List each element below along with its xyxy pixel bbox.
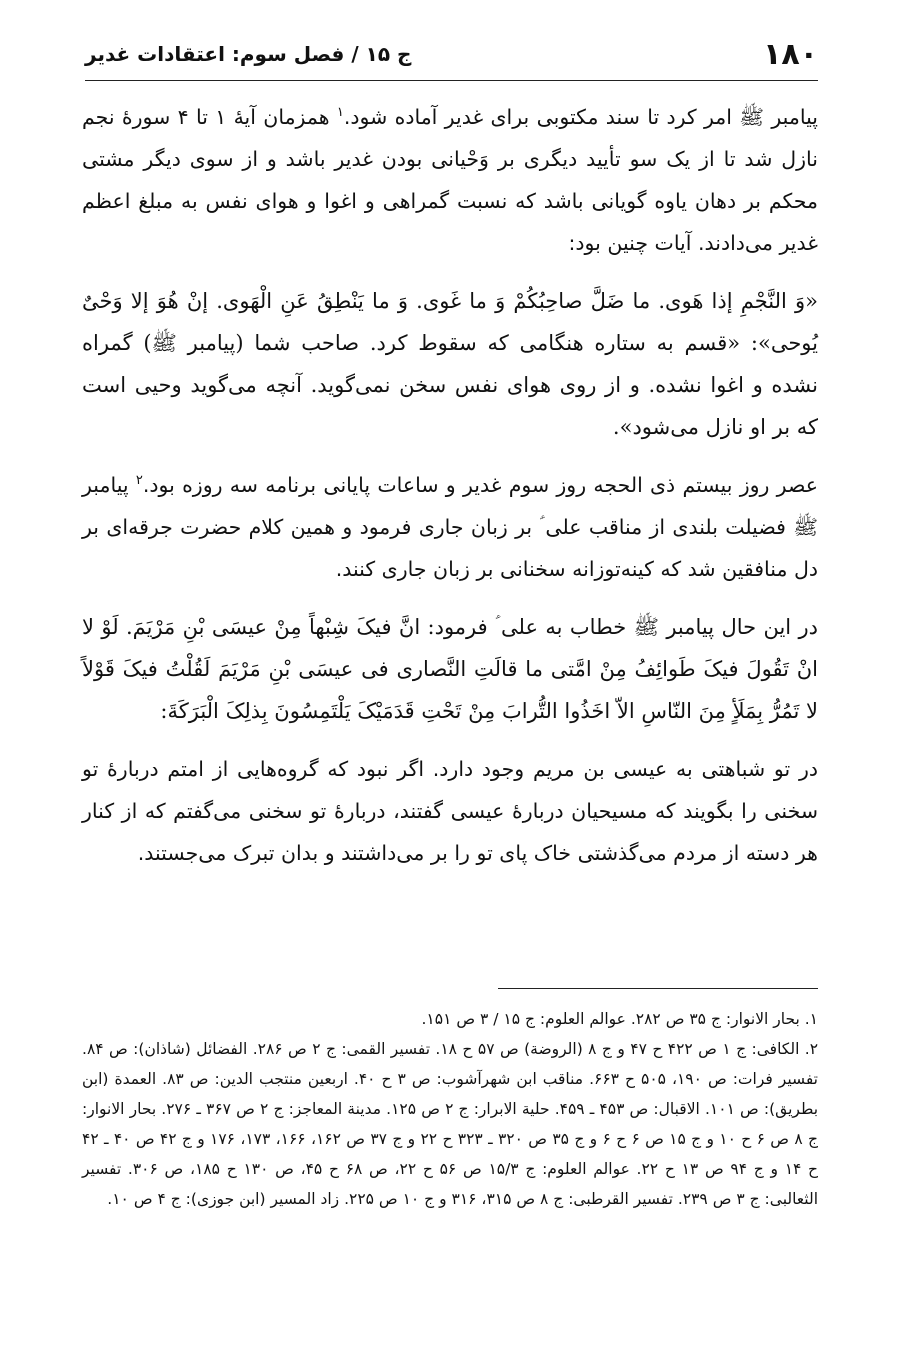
paragraph-3-text: عصر روز بیستم ذی الحجه روز سوم غدیر و ساعات پایانی برنامه سه روزه بود.	[142, 473, 818, 497]
running-title: ج ۱۵ / فصل سوم: اعتقادات غدیر	[85, 42, 412, 66]
paragraph-3	[82, 464, 818, 590]
footnote-divider	[498, 988, 818, 989]
footnote-1: ۱. بحار الانوار: ج ۳۵ ص ۲۸۲. عوالم العلوم: ج ۱۵ / ۳ ص ۱۵۱.	[421, 1010, 818, 1028]
paragraph-1-continued: همزمان آیهٔ ۱ تا ۴ سورهٔ نجم نازل شد تا از یک سو تأیید دیگری بر وَحْیانی بودن غدیر باشد و از سوی دیگر مشتی محکم بر دهان یاوه گویانی باشد که نسبت گمراهی و اغوا و هوای نفس به مبلغ اعظم غدیر می‌دادند. آیات چنین بود:	[82, 105, 818, 255]
page-number: ۱۸۰	[763, 36, 818, 72]
footnote-2: ۲. الکافی: ج ۱ ص ۴۲۲ ح ۴۷ و ج ۸ (الروضة) ص ۵۷ ح ۱۸. تفسیر القمی: ج ۲ ص ۲۸۶. الفضائل (شاذان): ص ۸۴. تفسیر فرات: ص ۱۹۰، ۵۰۵ ح ۶۶۳. مناقب ابن شهرآشوب: ص ۳ ح ۴۰. اربعین منتجب الدین: ص ۸۳. العمدة (ابن بطریق): ص ۱۰۱. الاقبال: ص ۴۵۳ ـ ۴۵۹. حلیة الابرار: ج ۲ ص ۱۲۵. مدینة المعاجز: ج ۲ ص ۳۶۷ ـ ۲۷۶. بحار الانوار: ج ۸ ص ۶ ح ۱۰ و ج ۱۵ ص ۶ ح ۶ و ج ۳۵ ص ۳۲۰ ـ ۳۲۳ ح ۲۲ و ج ۳۷ ص ۱۶۲، ۱۶۶، ۱۷۳، ۱۷۶ و ج ۴۲ ص ۴۰ ـ ۴۲ ح ۱۴ و ج ۹۴ ص ۱۳ ح ۲۲. عوالم العلوم: ج ۱۵/۳ ص ۵۶ ح ۲۲، ص ۶۸ ح ۴۵، ص ۱۳۰ ح ۱۸۵، ص ۳۰۶. تفسیر الثعالبی: ج ۳ ص ۲۳۹. تفسیر القرطبی: ج ۸ ص ۳۱۵، ۳۱۶ و ج ۱۰ ص ۲۲۵. زاد المسیر (ابن جوزی): ج ۴ ص ۱۰.	[82, 1040, 819, 1208]
paragraph-3-continued: پیامبر ﷺ فضیلت بلندی از مناقب علی ؑ بر زبان جاری فرمود و همین کلام حضرت جرقه‌ای بر دل منافقین شد که کینه‌توزانه سخنانی بر زبان جاری کنند.	[82, 473, 818, 581]
footnote-marker-1: ۱	[336, 105, 344, 121]
footnotes	[82, 1004, 818, 1214]
paragraph-1	[82, 96, 818, 264]
paragraph-1-text: پیامبر ﷺ امر کرد تا سند مکتوبی برای غدیر آماده شود.	[343, 105, 818, 129]
page-header	[85, 28, 818, 81]
footnote-marker-2: ۲	[135, 473, 143, 489]
paragraph-hadith: در این حال پیامبر ﷺ خطاب به علی ؑ فرمود: انَّ فیکَ شِبْهاً مِنْ عیسَی بْنِ مَرْیَمَ. لَوْ لا انْ تَقُولَ فیکَ طَوائِفُ مِنْ امَّتی ما قالَتِ النَّصاری فی عیسَی بْنِ مَرْیَمَ لَقُلْتُ فیکَ قَوْلاً لا تَمُرُّ بِمَلَأٍ مِنَ النّاسِ الاّ اخَذُوا التُّرابَ مِنْ تَحْتِ قَدَمَیْکَ یَلْتَمِسُونَ بِذلِکَ الْبَرَکَةَ:	[82, 615, 818, 723]
paragraph-quran-verse: «وَ النَّجْمِ إذا هَوی. ما ضَلَّ صاحِبُکُمْ وَ ما غَوی. وَ ما یَنْطِقُ عَنِ الْهَوی. إنْ هُوَ إلا وَحْیٌ یُوحی»: «قسم به ستاره هنگامی که سقوط کرد. صاحب شما (پیامبر ﷺ) گمراه نشده و اغوا نشده. و از روی هوای نفس سخن نمی‌گوید. آنچه می‌گوید وحیی است که بر او نازل می‌شود».	[82, 289, 818, 439]
paragraph-translation: در تو شباهتی به عیسی بن مریم وجود دارد. اگر نبود که گروه‌هایی از امتم دربارهٔ تو سخنی را بگویند که مسیحیان دربارهٔ عیسی گفتند، دربارهٔ تو سخنی می‌گفتم که از کنار هر دسته از مردم می‌گذشتی خاک پای تو را بر می‌داشتند و بدان تبرک می‌جستند.	[82, 757, 818, 865]
body-text	[82, 96, 818, 890]
